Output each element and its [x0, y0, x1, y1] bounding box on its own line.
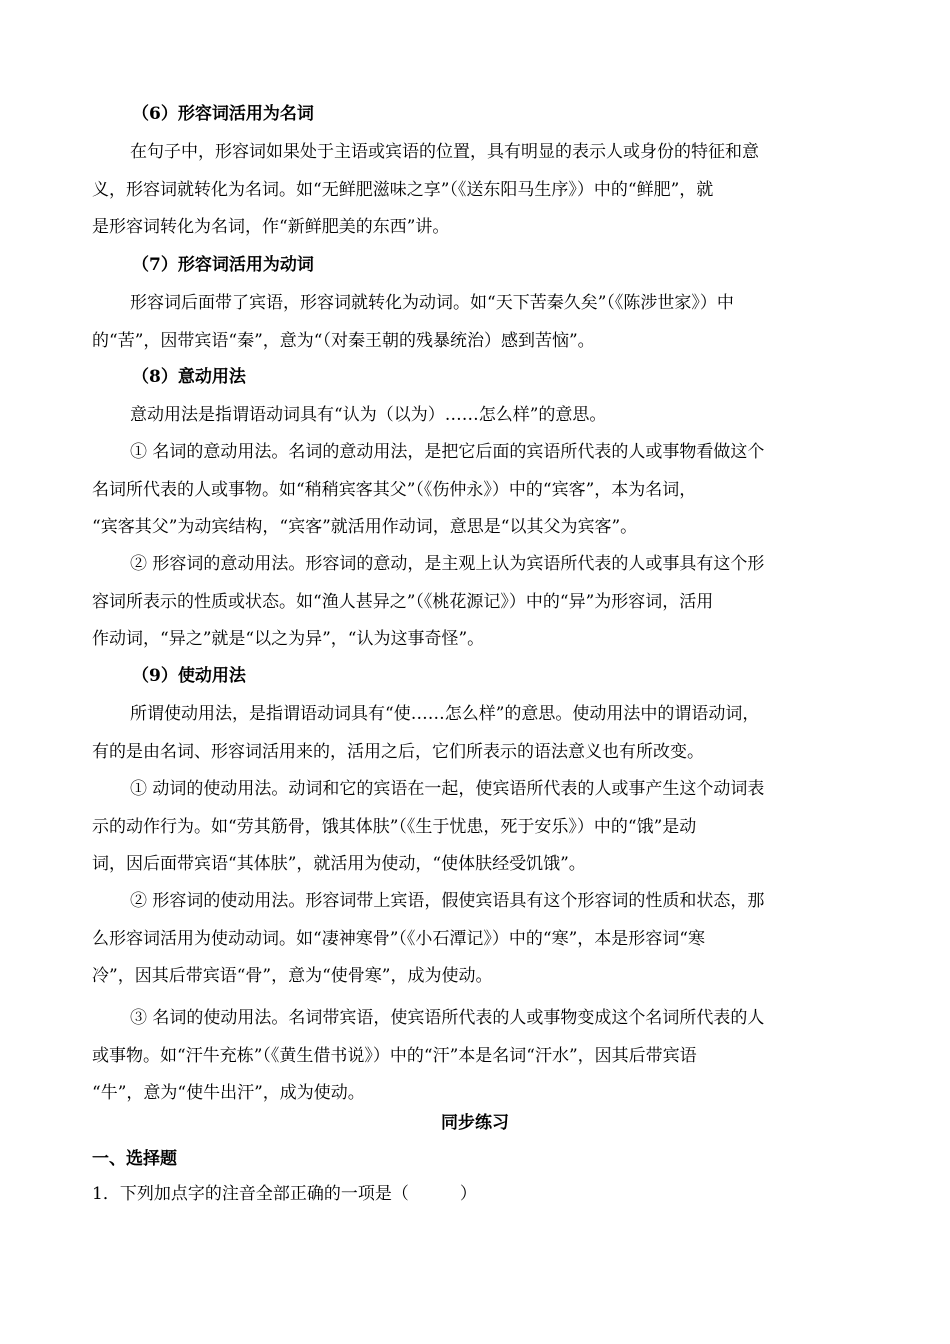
- heading-causative-usage: （9）使动用法: [132, 666, 246, 686]
- text-line: “宾客其父”为动宾结构，“宾客”就活用作动词，意思是“以其父为宾客”。: [92, 517, 638, 537]
- practice-title: 同步练习: [441, 1113, 509, 1133]
- text-line: 所谓使动用法，是指谓语动词具有“使……怎么样”的意思。使动用法中的谓语动词，: [130, 704, 760, 724]
- text-line: ① 名词的意动用法。名词的意动用法，是把它后面的宾语所代表的人或事物看做这个: [130, 442, 765, 462]
- text-line: 名词所代表的人或事物。如“稍稍宾客其父”（《伤仲永》）中的“宾客”，本为名词，: [92, 479, 697, 500]
- question-1: [92, 1176, 862, 1214]
- text-line: ② 形容词的使动用法。形容词带上宾语，假使宾语具有这个形容词的性质和状态，那: [130, 891, 765, 911]
- text-line: ③ 名词的使动用法。名词带宾语，使宾语所代表的人或事物变成这个名词所代表的人: [130, 1008, 765, 1028]
- heading-adj-as-noun: （6）形容词活用为名词: [132, 104, 314, 124]
- text-line: 义，形容词就转化为名词。如“无鲜肥滋味之享”（《送东阳马生序》）中的“鲜肥”，就: [92, 179, 714, 200]
- heading-putative-usage: （8）意动用法: [132, 367, 246, 387]
- text-line: 词，因后面带宾语“其体肤”，就活用为使动，“使体肤经受饥饿”。: [92, 854, 586, 874]
- text-line: 是形容词转化为名词，作“新鲜肥美的东西”讲。: [92, 217, 450, 237]
- text-line: 在句子中，形容词如果处于主语或宾语的位置，具有明显的表示人或身份的特征和意: [130, 142, 759, 162]
- paragraph-putative-adj: [92, 546, 862, 659]
- section-title-multiple-choice: 一、选择题: [92, 1149, 177, 1169]
- text-line: 容词所表示的性质或状态。如“渔人甚异之”（《桃花源记》）中的“异”为形容词，活用: [92, 591, 714, 612]
- text-line: ① 动词的使动用法。动词和它的宾语在一起，使宾语所代表的人或事产生这个动词表: [130, 779, 765, 799]
- question-text: 1．下列加点字的注音全部正确的一项是（ ）: [92, 1184, 477, 1204]
- paragraph-adj-as-noun: [92, 134, 862, 247]
- text-line: 么形容词活用为使动动词。如“凄神寒骨”（《小石潭记》）中的“寒”，本是形容词“寒: [92, 928, 705, 949]
- text-line: ② 形容词的意动用法。形容词的意动，是主观上认为宾语所代表的人或事具有这个形: [130, 554, 765, 574]
- heading-adj-as-verb: （7）形容词活用为动词: [132, 255, 314, 275]
- paragraph-causative-intro: [92, 696, 862, 771]
- paragraph-putative-noun: [92, 434, 862, 547]
- text-line: 示的动作行为。如“劳其筋骨，饿其体肤”（《生于忧患，死于安乐》）中的“饿”是动: [92, 816, 697, 837]
- text-line: 形容词后面带了宾语，形容词就转化为动词。如“天下苦秦久矣”（《陈涉世家》）中: [130, 293, 734, 313]
- text-line: 作动词，“异之”就是“以之为异”，“认为这事奇怪”。: [92, 629, 485, 649]
- text-line: “牛”，意为“使牛出汗”，成为使动。: [92, 1083, 365, 1103]
- text-line: 意动用法是指谓语动词具有“认为（以为）……怎么样”的意思。: [130, 405, 607, 425]
- text-line: 的“苦”，因带宾语“秦”，意为“（对秦王朝的残暴统治）感到苦恼”。: [92, 330, 595, 351]
- text-line: 或事物。如“汗牛充栋”（《黄生借书说》）中的“汗”本是名词“汗水”，因其后带宾语: [92, 1045, 697, 1066]
- text-line: 有的是由名词、形容词活用来的，活用之后，它们所表示的语法意义也有所改变。: [92, 741, 704, 762]
- paragraph-causative-verb: [92, 771, 862, 884]
- paragraph-causative-noun: [92, 1000, 862, 1113]
- paragraph-adj-as-verb: [92, 285, 862, 360]
- text-line: 冷”，因其后带宾语“骨”，意为“使骨寒”，成为使动。: [92, 966, 493, 986]
- paragraph-causative-adj: [92, 883, 862, 996]
- paragraph-putative-intro: [92, 397, 862, 435]
